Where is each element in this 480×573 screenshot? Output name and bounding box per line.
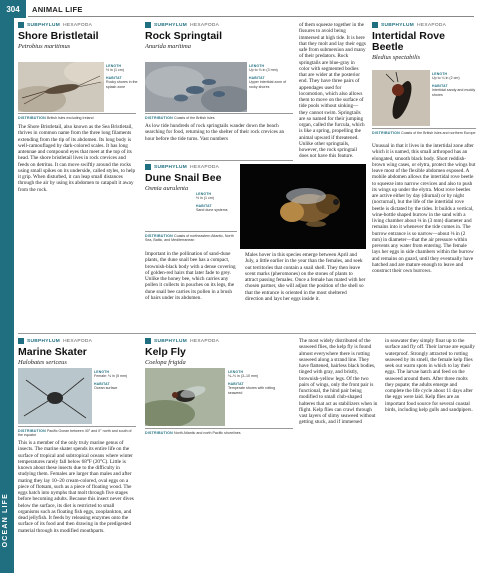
article-rove-beetle-header bbox=[372, 22, 476, 61]
rock-springtail-continued-text: of them squeeze together in the fissures to avoid being immersed at high tide. It is here that they molt and lay their eggs safe from submersion and many of their predators. Rock springtails are blue-gray in color with segmented bodies that are wider at the posterior end. They have three pairs of appendages used for locomotion, which also allows them to move on the surface of tide pools without sinking—they cannot swim. Springtails are so named for their jumping organ, called the furcula, which is like a spring, propelling the animal upward if threatened. Unlike other springtails, however, the rock springtail does not have this feature. bbox=[299, 22, 366, 160]
kicker-square-icon bbox=[145, 338, 151, 344]
marine-skater-facts: LENGTH Female: ⅛ in (5 mm) HABITAT Ocean surface bbox=[94, 370, 128, 391]
shore-bristletail-distribution: DISTRIBUTION British Isles excluding Ireland bbox=[18, 113, 136, 120]
dune-snail-bee-distribution: DISTRIBUTION Coasts of northeastern Atlantic, North Sea, Baltic, and Mediterranean bbox=[145, 231, 237, 243]
marine-skater-distribution: DISTRIBUTION Pacific Ocean between 40° and 0° north and south of the equator bbox=[18, 426, 136, 438]
article-dune-snail-bee-header bbox=[145, 164, 223, 192]
page-header bbox=[0, 0, 480, 18]
section-divider bbox=[145, 160, 293, 161]
species-latin-name: Coelopa frigida bbox=[145, 359, 186, 366]
shore-bristletail-facts: LENGTH ½ in (1 cm) HABITAT Rocky shores in the splash zone bbox=[106, 64, 138, 89]
side-tab bbox=[0, 18, 14, 573]
rock-springtail-text: As low tide hundreds of rock springtails wander down the beach searching for food, returning to the shelter of their rock crevices an hour before the tide turns. Vast numbers bbox=[145, 123, 285, 142]
marine-skater-photo bbox=[18, 368, 92, 424]
shore-bristletail-text: The Shore Bristletail, also known as the Sea Bristletail, thrives in common name from the three long filaments extending from the tip of its abdomen. Its long body is well-camouflaged by dark-colored scales. It has long antennae and compound eyes that meet at the top of its head. The shore bristletail lives in rock crevices and feeds on detritus. It can move swiftly around the rocks using small spikes on its underside, called styles, to help it grip. When disturbed, it can leap small distances through the air by using its abdomen to catapult it away from the rock. bbox=[18, 124, 136, 193]
article-kelp-fly-header bbox=[145, 338, 293, 366]
species-latin-name: Anurida maritima bbox=[145, 43, 191, 50]
marine-skater-text: This is a member of the only truly marine genus of insects. The marine skater spends its entire life on the surface of tropical and subtropical oceans where winter temperatures rarely fall below 68°F (20°C). Little is known about these insects due to the difficulty in studying them. Females are larger than males and after mating they lay 10–20 cream-colored, oval eggs on a piece of flotsam, such as a piece of floating wood. The eggs hatch into nymphs that molt through five stages before becoming adults. Because this insect never dives below the surface, its diet is restricted to small organisms such as floating fish eggs, zooplankton, and dead jellyfish. It feeds by releasing enzymes onto the surface of its food and then drawing in the predigested material through its modified mouthparts. bbox=[18, 440, 134, 534]
kicker-square-icon bbox=[372, 22, 378, 28]
species-latin-name: Halobates sericeus bbox=[18, 359, 67, 366]
dune-snail-bee-continued-text: Males hover in this species emerge between April and July, a little earlier in the year than the females, and seek out territories that contain a snail shell. They then leave scent marks (pheromones) on the stones of plants to attract passing females. Once a female has mated with her chosen partner, she will adjust the position of the shell so that the entrance is oriented in the most sheltered direction and lays her eggs inside it. bbox=[245, 252, 366, 302]
article-shore-bristletail-header bbox=[18, 22, 136, 50]
dune-snail-bee-photo bbox=[240, 164, 366, 249]
species-latin-name: Bledius spectabilis bbox=[372, 54, 421, 61]
subphylum-kicker: SUBPHYLUM HEXAPODA bbox=[145, 22, 293, 28]
species-name: Rock Springtail bbox=[145, 30, 223, 42]
subphylum-kicker: SUBPHYLUM HEXAPODA bbox=[18, 22, 136, 28]
species-name: Kelp Fly bbox=[145, 346, 186, 358]
kicker-square-icon bbox=[18, 338, 24, 344]
rove-beetle-text: Unusual in that it lives in the intertidal zone after which it is named, this small arthropod has an elongated, smooth black body. Short reddish-brown wing cases, or elytra, protect the wings but leave most of the flexible abdomen exposed. A mobile abdomen allows the intertidal rove beetle to squeeze into narrow crevices and also to push its wings up under the elytra. Most rove beetles are active either by day (diurnal) or by night (nocturnal), but the life of the intertidal rove beetle is dictated by the tides. It builds a vertical, wine-bottle shaped burrow in the sand with a living chamber about ⅛ in (3 mm) diameter and remains into it whenever the tide comes in. The burrow entrance is so narrow—about ⅛ in (2 mm) in diameter—that the air pressure within prevents any water from entering. The female lays her eggs in side chambers within the burrow and remains on guard, until they eventually have hatched and are mature enough to leave and construct their own burrows. bbox=[372, 143, 476, 274]
kelp-fly-text-1: The most widely distributed of the seaweed flies, the kelp fly is found almost everywhere there is rotting seaweed along a strand line. They have flattened, hairless black bodies, tinged with gray, and bristly, brownish-yellow legs. Of the two pairs of wings, only the front pair is functional, the hind pair being modified to small club-shaped halteres that act as stabilizers when in flight. Kelp flies can crawl through vast layers of slimy seaweed without getting stuck, and if immersed bbox=[299, 338, 378, 426]
kicker-square-icon bbox=[145, 164, 151, 170]
header-divider bbox=[28, 16, 474, 17]
kicker-square-icon bbox=[145, 22, 151, 28]
subphylum-kicker: SUBPHYLUM HEXAPODA bbox=[145, 338, 293, 344]
species-name: Intertidal Rove Beetle bbox=[372, 30, 445, 53]
subphylum-kicker: SUBPHYLUM HEXAPODA bbox=[145, 164, 223, 170]
species-name: Marine Skater bbox=[18, 346, 87, 358]
dune-snail-bee-facts: LENGTH ½ in (1 cm) HABITAT Sand dune systems bbox=[196, 192, 228, 213]
kelp-fly-distribution: DISTRIBUTION North Atlantic and north Pacific shorelines bbox=[145, 428, 293, 435]
article-rock-springtail-header bbox=[145, 22, 293, 50]
kelp-fly-text-2: in seawater they simply float up to the surface and fly off. Their larvae are equally waterproof. Strongly attracted to rotting seaweed by its smell, the female kelp flies seek out warm spots in which to lay their eggs. The larvae hatch and feed on the seaweed around them. After three molts they pupate; the adults emerge and complete the life cycle about 11 days after the eggs were laid. Kelp flies are an important food source for several coastal birds, including kelp gulls and sandpipers. bbox=[385, 338, 475, 413]
side-tab-label: OCEAN LIFE bbox=[2, 492, 9, 547]
dune-snail-bee-text: Important in the pollination of sand-dune plants, the dune snail bee has a compact, brownish-black body with a dense covering of golden-red hairs that later fade to grey. Unlike the honey bee, which carries any pollen it collects in pouches on its legs, the dune snail bee carries its pollen in a brush of hairs under its abdomen. bbox=[145, 251, 236, 301]
species-latin-name: Petrobius maritimus bbox=[18, 43, 71, 50]
rock-springtail-photo bbox=[145, 62, 247, 112]
section-title: ANIMAL LIFE bbox=[32, 5, 83, 14]
species-name: Shore Bristletail bbox=[18, 30, 99, 42]
page-divider bbox=[18, 333, 476, 334]
rock-springtail-distribution: DISTRIBUTION Coasts of the British Isles bbox=[145, 113, 293, 120]
kelp-fly-photo bbox=[145, 368, 225, 426]
shore-bristletail-photo bbox=[18, 62, 104, 112]
article-marine-skater-header bbox=[18, 338, 136, 366]
kicker-square-icon bbox=[18, 22, 24, 28]
subphylum-kicker: SUBPHYLUM HEXAPODA bbox=[372, 22, 476, 28]
page-number: 304 bbox=[0, 0, 26, 18]
rove-beetle-photo bbox=[372, 70, 430, 126]
kelp-fly-facts: LENGTH ⅛–⅓ in (3–10 mm) HABITAT Temperate shores with rotting seaweed bbox=[228, 370, 276, 395]
rove-beetle-facts: LENGTH Up to ¼ in (2 cm) HABITAT Intertidal sandy and muddy shores bbox=[432, 72, 476, 97]
rove-beetle-distribution: DISTRIBUTION Coasts of the British Isles and northern Europe bbox=[372, 128, 476, 135]
rock-springtail-facts: LENGTH Up to ⅛ in (3 mm) HABITAT Upper intertidal zone of rocky shores bbox=[249, 64, 287, 89]
species-name: Dune Snail Bee bbox=[145, 172, 222, 184]
species-latin-name: Osmia aurulenta bbox=[145, 185, 189, 192]
subphylum-kicker: SUBPHYLUM HEXAPODA bbox=[18, 338, 136, 344]
